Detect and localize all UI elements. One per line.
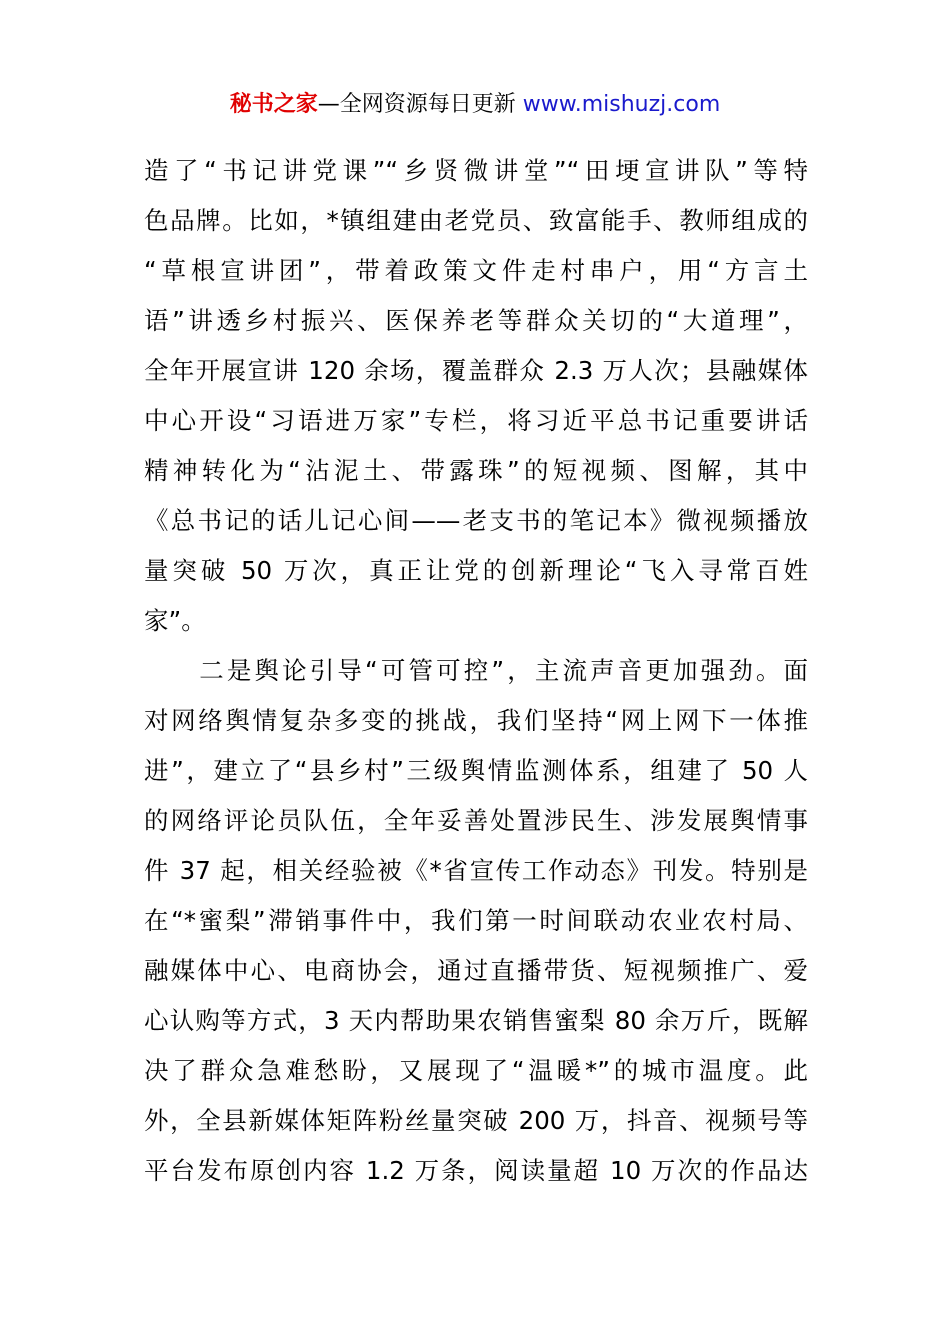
- page-header: [0, 88, 950, 122]
- document-body: [144, 146, 808, 1196]
- header-dash: —: [317, 92, 340, 117]
- brand-name: 秘书之家: [229, 92, 318, 117]
- text-line: 平台发布原创内容 1.2 万条，阅读量超 10 万次的作品达: [144, 1156, 808, 1185]
- text-line: 融媒体中心、电商协会，通过直播带货、短视频推广、爱: [144, 956, 808, 985]
- text-line: 外，全县新媒体矩阵粉丝量突破 200 万，抖音、视频号等: [144, 1106, 808, 1135]
- header-slogan: 全网资源每日更新: [339, 92, 516, 117]
- text-line: 决了群众急难愁盼，又展现了“温暖*”的城市温度。此: [144, 1056, 808, 1085]
- text-line: 量突破 50 万次，真正让党的创新理论“飞入寻常百姓: [144, 556, 808, 585]
- text-line: 全年开展宣讲 120 余场，覆盖群众 2.3 万人次；县融媒体: [144, 356, 808, 385]
- text-line: 件 37 起，相关经验被《*省宣传工作动态》刊发。特别是: [144, 856, 808, 885]
- text-line: 进”，建立了“县乡村”三级舆情监测体系，组建了 50 人: [144, 756, 808, 785]
- text-line: 家”。: [144, 606, 206, 635]
- text-line: 色品牌。比如，*镇组建由老党员、致富能手、教师组成的: [144, 206, 808, 235]
- text-line: 造了“书记讲党课”“乡贤微讲堂”“田埂宣讲队”等特: [144, 156, 808, 185]
- site-url[interactable]: www.mishuzj.com: [522, 92, 721, 117]
- text-line: 二是舆论引导“可管可控”，主流声音更加强劲。面: [144, 656, 808, 685]
- text-line: 心认购等方式，3 天内帮助果农销售蜜梨 80 余万斤，既解: [144, 1006, 808, 1035]
- text-line: 精神转化为“沾泥土、带露珠”的短视频、图解，其中: [144, 456, 808, 485]
- text-line: 中心开设“习语进万家”专栏，将习近平总书记重要讲话: [144, 406, 808, 435]
- text-line: 《总书记的话儿记心间——老支书的笔记本》微视频播放: [144, 506, 808, 535]
- text-line: “草根宣讲团”，带着政策文件走村串户，用“方言土: [144, 256, 808, 285]
- text-line: 对网络舆情复杂多变的挑战，我们坚持“网上网下一体推: [144, 706, 808, 735]
- text-line: 语”讲透乡村振兴、医保养老等群众关切的“大道理”，: [144, 306, 808, 335]
- text-line: 在“*蜜梨”滞销事件中，我们第一时间联动农业农村局、: [144, 906, 808, 935]
- text-line: 的网络评论员队伍，全年妥善处置涉民生、涉发展舆情事: [144, 806, 808, 835]
